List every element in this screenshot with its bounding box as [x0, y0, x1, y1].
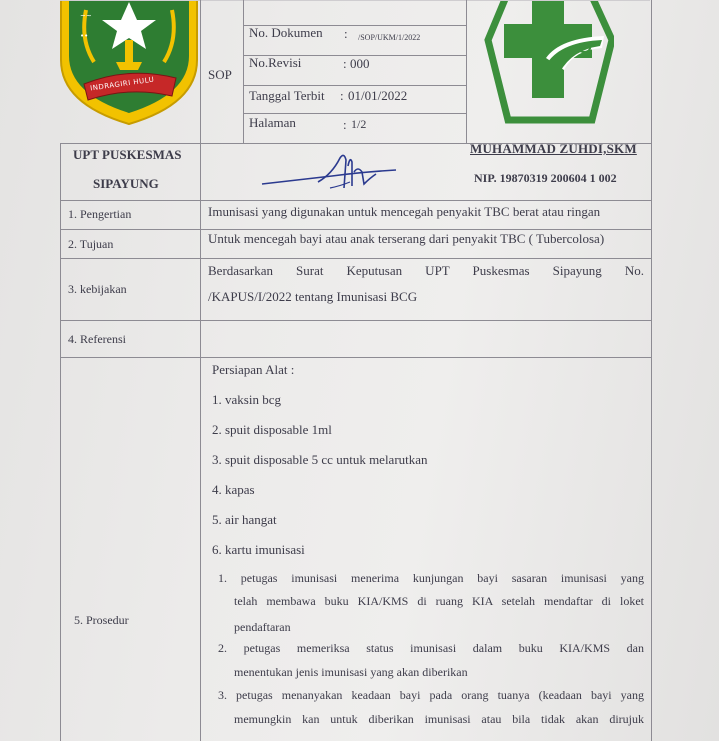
row-label: 3. kebijakan [68, 282, 127, 296]
list-item: 1. vaksin bcg [212, 392, 281, 407]
logo-banner-text: INDRAGIRI HULU [89, 75, 155, 93]
list-item: 3. petugas menanyakan keadaan bayi pada orang tuanya (keadaan bayi yang [218, 688, 644, 702]
row-label: 5. Prosedur [74, 613, 129, 627]
row-label: 1. Pengertian [68, 207, 132, 221]
doc-info-separator: : [344, 26, 348, 41]
doc-info-value: 000 [350, 56, 370, 71]
list-item: 5. air hangat [212, 512, 277, 527]
row-text: Imunisasi yang digunakan untuk mencegah penyakit TBC berat atau ringan [208, 204, 601, 219]
doc-info-value: 01/01/2022 [348, 88, 408, 103]
row-label: 2. Tujuan [68, 237, 114, 251]
doc-info-value: /SOP/UKM/1/2022 [358, 33, 421, 42]
institution-location: SIPAYUNG [93, 176, 159, 191]
svg-text:••: •• [80, 32, 89, 40]
list-item: 4. kapas [212, 482, 255, 497]
list-item: 2. petugas memeriksa status imunisasi dalam buku KIA/KMS dan [218, 641, 644, 655]
list-item-continued: menentukan jenis imunisasi yang akan diberikan [234, 665, 468, 679]
list-item: 6. kartu imunisasi [212, 542, 305, 557]
institution-name: UPT PUSKESMAS [73, 147, 182, 162]
doc-info-separator: : [343, 56, 347, 71]
tools-title: Persiapan Alat : [212, 362, 295, 377]
doc-info-separator: : [340, 88, 344, 103]
doc-info-separator: : [343, 117, 347, 132]
list-item-continued: telah membawa buku KIA/KMS di ruang KIA setelah mendaftar di loket [234, 594, 644, 608]
svg-text:~~: ~~ [80, 12, 92, 20]
doc-info-label: Tanggal Terbit [249, 88, 325, 103]
region-logo [58, 0, 200, 128]
row-text: Untuk mencegah bayi atau anak terserang dari penyakit TBC ( Tubercolosa) [208, 231, 605, 246]
signer-name: MUHAMMAD ZUHDI,SKM [470, 141, 637, 156]
signer-nip: NIP. 19870319 200604 1 002 [474, 171, 617, 185]
list-item: 2. spuit disposable 1ml [212, 422, 332, 437]
list-item: 1. petugas imunisasi menerima kunjungan bayi sasaran imunisasi yang [218, 571, 644, 585]
doc-info-value: 1/2 [351, 117, 367, 131]
row-text-line: Berdasarkan Surat Keputusan UPT Puskesmas Sipayung No. [208, 263, 644, 278]
sop-label: SOP [208, 67, 232, 82]
signature [258, 150, 403, 198]
list-item-continued: memungkin kan untuk diberikan imunisasi atau bila tidak akan dirujuk [234, 712, 644, 726]
puskesmas-logo [484, 0, 614, 128]
doc-info-label: No.Revisi [249, 55, 302, 70]
list-item-continued: pendaftaran [234, 620, 291, 634]
row-text-line: /KAPUS/I/2022 tentang Imunisasi BCG [208, 289, 418, 304]
row-label: 4. Referensi [68, 332, 126, 346]
doc-info-label: Halaman [249, 115, 296, 130]
list-item: 3. spuit disposable 5 cc untuk melarutkan [212, 452, 428, 467]
doc-info-label: No. Dokumen [249, 25, 323, 40]
